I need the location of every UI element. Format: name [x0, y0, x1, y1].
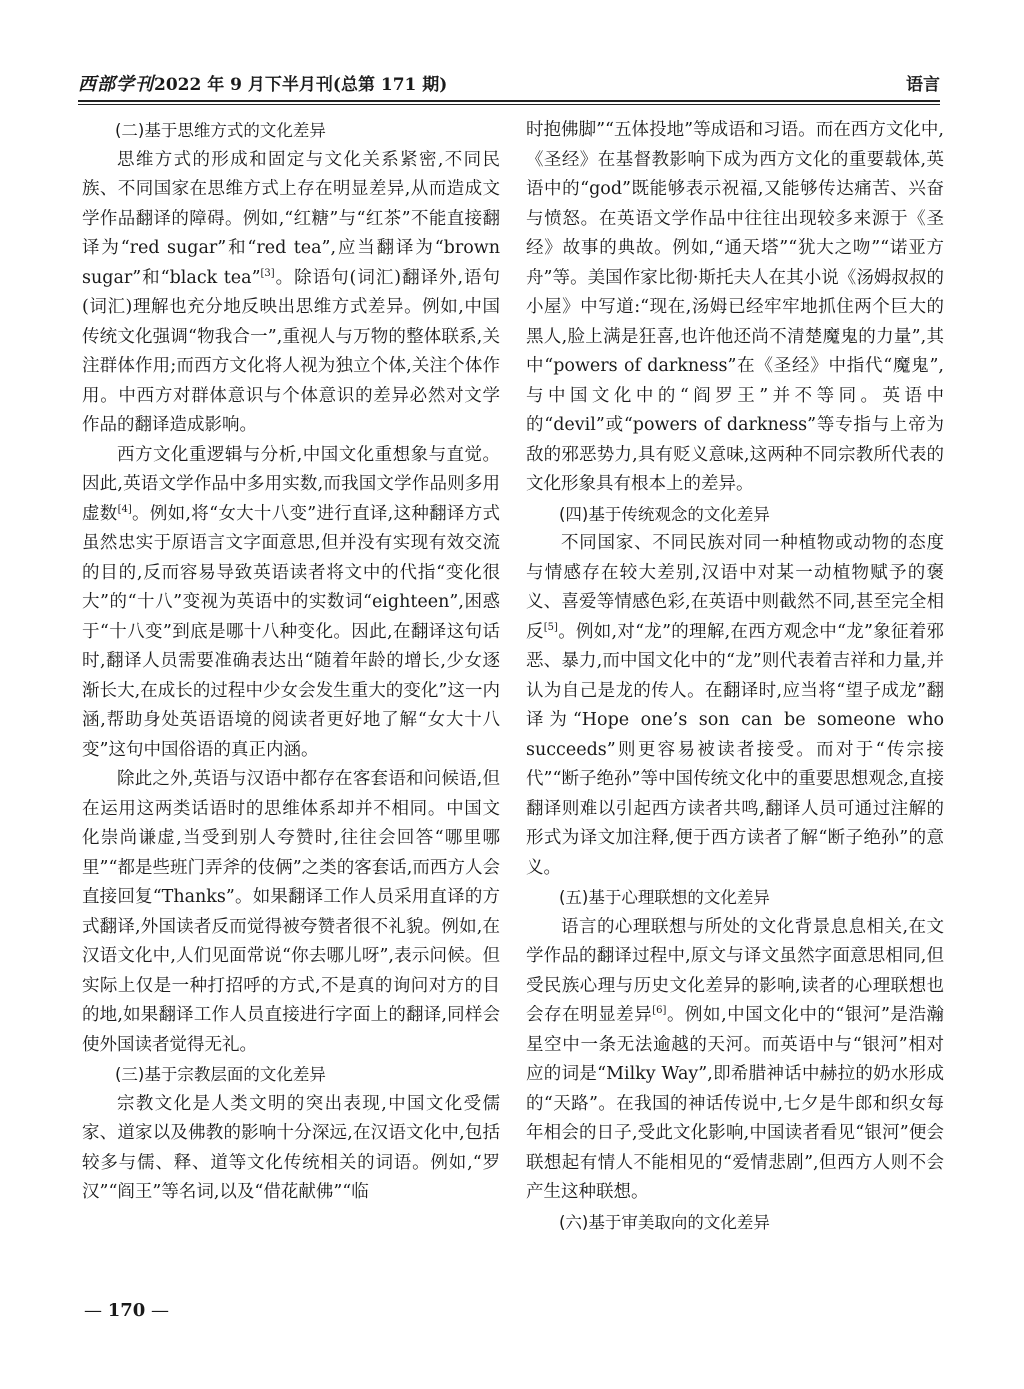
paragraph-text: 语言的心理联想与所处的文化背景息息相关,在文学作品的翻译过程中,原文与译文虽然字面意思相同,但受民族心理与历史文化差异的影响,读者的心理联想也会存在明显差异	[526, 916, 944, 1025]
section-heading: (六)基于审美取向的文化差异	[559, 1212, 770, 1232]
body-paragraph	[526, 529, 944, 883]
section-heading: (五)基于心理联想的文化差异	[559, 888, 770, 907]
footer-dash: —	[151, 1300, 170, 1321]
citation-ref: [5]	[543, 621, 558, 633]
paragraph-text: 。例如,中国文化中的“银河”是浩瀚星空中一条无法逾越的天河。而英语中与“银河”相对应的词是“Milky Way”,即希腊神话中赫拉的奶水形成的“天路”。在我国的神话传说中,七夕是牛郎和织女每年相会的日子,受此文化影响,中国读者看见“银河”便会联想起有情人不能相见的“爱情悲剧”,但西方人则不会产生这种联想。	[526, 1005, 945, 1202]
body-paragraph: 除此之外,英语与汉语中都存在客套语和问候语,但在运用这两类话语时的思维体系却并不相同。中国文化崇尚谦虚,当受到别人夸赞时,往往会回答“哪里哪里”“都是些班门弄斧的伎俩”之类的客套话,而西方人会直接回复“Thanks”。如果翻译工作人员采用直译的方式翻译,外国读者反而觉得被夸赞者很不礼貌。例如,在汉语文化中,人们见面常说“你去哪儿呀”,表示问候。但实际上仅是一种打招呼的方式,不是真的询问对方的目的地,如果翻译工作人员直接进行字面上的翻译,同样会使外国读者觉得无礼。	[82, 769, 500, 1055]
section-heading: (二)基于思维方式的文化差异	[115, 121, 326, 140]
issue-info: 2022 年 9 月下半月刊(总第 171 期)	[154, 75, 448, 95]
header-left	[78, 70, 447, 96]
paragraph-text: 西方文化重逻辑与分析,中国文化重想象与直觉。因此,英语文学作品中多用实数,而我国文学作品则多用虚数	[82, 444, 500, 524]
body-paragraph: 时抱佛脚”“五体投地”等成语和习语。而在西方文化中,《圣经》在基督教影响下成为西方文化的重要载体,英语中的“god”既能够表示祝福,又能够传达痛苦、兴奋与愤怒。在英语文学作品中往往出现较多来源于《圣经》故事的典故。例如,“通天塔”“犹大之吻”“诺亚方舟”等。美国作家比彻·斯托夫人在其小说《汤姆叔叔的小屋》中写道:“现在,汤姆已经牢牢地抓住两个巨大的黑人,脸上满是狂喜,也许他还尚不清楚魔鬼的力量”,其中“powers of darkness”在《圣经》中指代“魔鬼”,与中国文化中的“阎罗王”并不等同。英语中的“devil”或“powers of darkness”等专指与上帝为敌的邪恶势力,具有贬义意味,这两种不同宗教所代表的文化形象具有根本上的差异。	[526, 120, 944, 494]
body-paragraph	[526, 913, 944, 1208]
paragraph-text: 。例如,对“龙”的理解,在西方观念中“龙”象征着邪恶、暴力,而中国文化中的“龙”则代表着吉祥和力量,并认为自己是龙的传人。在翻译时,应当将“望子成龙”翻译为“Hope one’s son can be someone who succeeds”则更容易被读者接受。而对于“传宗接代”“断子绝孙”等中国传统文化中的重要思想观念,直接翻译则难以引起西方读者共鸣,翻译人员可通过注解的形式为译文加注释,便于西方读者了解“断子绝孙”的意义。	[526, 621, 944, 878]
header-rule-thin	[78, 104, 940, 105]
paragraph-text: 不同国家、不同民族对同一种植物或动物的态度与情感存在较大差别,汉语中对某一动植物赋予的褒义、喜爱等情感色彩,在英语中则截然不同,甚至完全相反	[526, 533, 944, 642]
body-paragraph: 宗教文化是人类文明的突出表现,中国文化受儒家、道家以及佛教的影响十分深远,在汉语文化中,包括较多与儒、释、道等文化传统相关的词语。例如,“罗汉”“阎王”等名词,以及“借花献佛”“临	[82, 1093, 500, 1202]
page-footer	[84, 1300, 169, 1321]
citation-ref: [3]	[260, 267, 275, 279]
paragraph-text: 。除语句(词汇)翻译外,语句(词汇)理解也充分地反映出思维方式差异。例如,中国传统文化强调“物我合一”,重视人与万物的整体联系,关注群体作用;而西方文化将人视为独立个体,关注个体作用。中西方对群体意识与个体意识的差异必然对文学作品的翻译造成影响。	[82, 267, 500, 435]
section-heading: (三)基于宗教层面的文化差异	[115, 1065, 326, 1084]
running-header	[78, 66, 940, 102]
section-heading: (四)基于传统观念的文化差异	[559, 504, 770, 524]
citation-ref: [6]	[652, 1005, 667, 1017]
paragraph-text: 思维方式的形成和固定与文化关系紧密,不同民族、不同国家在思维方式上存在明显差异,从而造成文学作品翻译的障碍。例如,“红糖”与“红茶”不能直接翻译为“red sugar”和“red tea”,应当翻译为“brown sugar”和“black tea”	[82, 149, 500, 288]
footer-dash: —	[84, 1300, 102, 1321]
journal-logo: 西部学刊	[78, 74, 154, 95]
paragraph-text: 。例如,将“女大十八变”进行直译,这种翻译方式虽然忠实于原语言文字面意思,但并没有实现有效交流的目的,反而容易导致英语读者将文中的代指“变化很大”的“十八”变视为英语中的实数词“eighteen”,困惑于“十八变”到底是哪十八种变化。因此,在翻译这句话时,翻译人员需要准确表达出“随着年龄的增长,少女逐渐长大,在成长的过程中少女会发生重大的变化”这一内涵,帮助身处英语语境的阅读者更好地了解“女大十八变”这句中国俗语的真正内涵。	[82, 503, 500, 760]
page-number: 170	[107, 1300, 146, 1321]
body-paragraph	[82, 441, 500, 766]
right-column	[526, 116, 944, 1237]
body-paragraph	[82, 146, 500, 441]
citation-ref: [4]	[117, 503, 132, 515]
header-rule-thick	[78, 100, 940, 102]
section-label: 语言	[906, 75, 940, 95]
left-column	[82, 116, 500, 1208]
